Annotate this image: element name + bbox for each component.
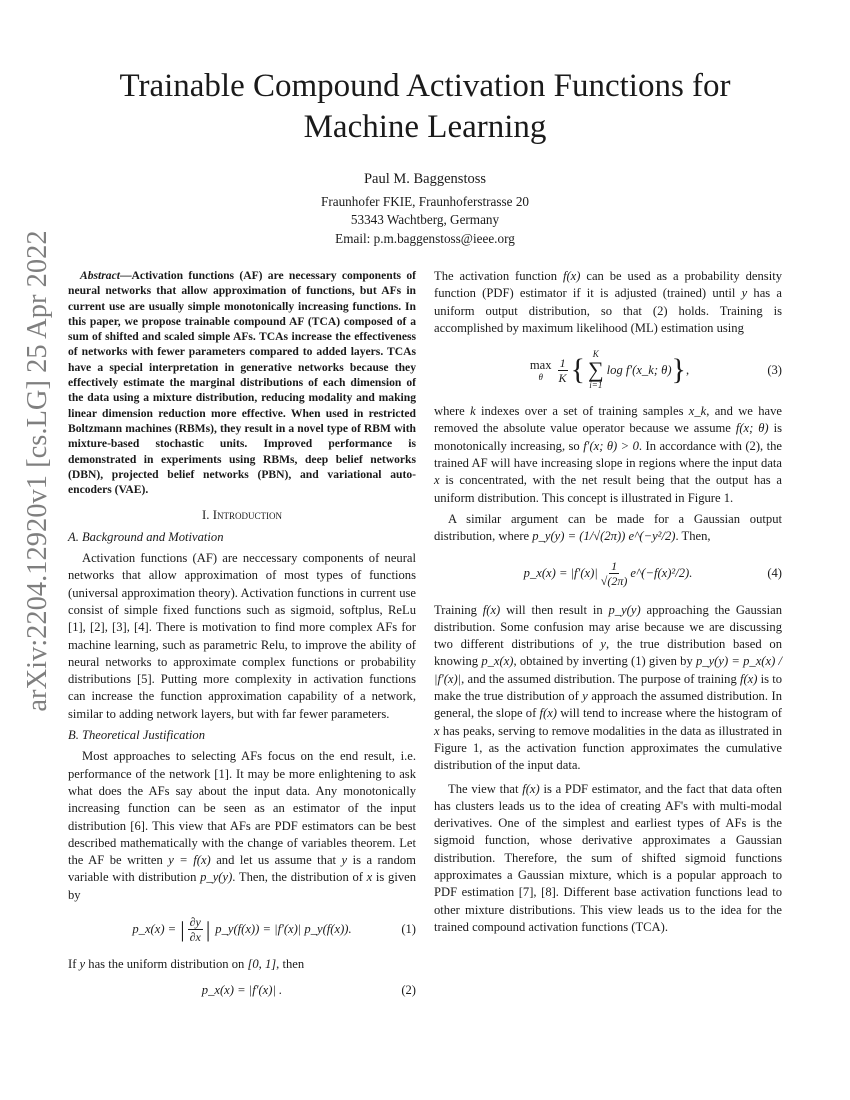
author-block [225,170,625,248]
author-city: 53343 Wachtberg, Germany [350,212,500,227]
paper-title: Trainable Compound Activation Functions for Machine Learning [119,68,731,145]
abstract-label: Abstract [80,269,120,282]
right-column [434,268,782,936]
arxiv-id: arXiv:2204.12920v1 [cs.LG] 25 Apr 2022 [22,230,53,712]
equation-number-4: (4) [767,565,782,580]
eq4-fraction: $\frac{1}{√(2\pi)}$ [600,559,628,589]
section-heading-introduction: I. Introduction [202,508,282,523]
equation-number-2: (2) [401,982,416,997]
paragraph-gaussian: A similar argument can be made for a Gaussian output distribution, where p_y(y) = (1/√(2π)) e^(−y²/2). Then, [434,511,782,544]
author-affiliation: Fraunhofer FKIE, Fraunhoferstrasse 20 [320,193,530,209]
paragraph-confusion: Training f(x) will then result in p_y(y) approaching the Gaussian distribution. Some confusion may arise because we are discussing two different distributions of y, the true distribution based on knowing p_x(x), obtained by inverting (1) given by p_y(y) = p_x(x) / |f′(x)|, and the assumed distribution. The purpose of training f(x) is to make the true distribution of y approach the assumed distribution. In general, the slope of f(x) will tend to increase where the histogram of x has peaks, serving to remove modalities in the data as illustrated in Figure 1, as the activation function approximates the cumulative distribution of the input data. [434,602,783,773]
equation-3: max θ $\frac{1}{K}$ { K ∑ i=1 log f′(x_k; θ) } , (3) [529,349,782,391]
abstract [68,268,416,497]
paragraph-uniform: If y has the uniform distribution on [0, 1], then [68,956,305,971]
eq3-fraction: $\frac{1}{K}$ [558,355,567,385]
abstract-body: —Activation functions (AF) are necessary components of neural networks that allow approximation of functions, but AFs in current use are usually simple monotonically increasing functions. In this paper, we propose trainable compound AF (TCA) composed of a sum of shifted and scaled simple AFs. TCAs increase the effectiveness of networks with fewer parameters compared to added layers. TCAs have a special interpretation in generative networks because they effectively estimate the marginal distributions of each dimension of the data using a mixture distribution, reducing modality and making linear dimension reduction more effective. When used in restricted Boltzmann machines (RBMs), they result in a novel type of RBM with mixture-based stochastic units. Improved performance is demonstrated in experiments using RBMs, deep belief networks (DBN), projected belief networks (PBN), and variational auto-encoders (VAE). [68,269,416,497]
equation-4 [434,546,782,602]
paragraph-training-samples: where k indexes over a set of training samples x_k, and we have removed the absolute value operator because we assume f(x; θ) is monotonically increasing, so f′(x; θ) > 0. In accordance with (2), the trained AF will have increasing slope in regions where the input data x is concentrated, with the net result being that the output has a uniform distribution. This concept is illustrated in Figure 1. [434,404,782,505]
paragraph-pdf-estimator: The activation function f(x) can be used as a probability density function (PDF) estimator if it is adjusted (trained) until y has a uniform output distribution, so that (2) holds. Training is accomplished by maximum likelihood (ML) estimation using [434,269,782,335]
eq1-fraction: $\frac{\partial y}{\partial x}$ [189,915,201,945]
eq1-rhs: p_y(f(x)) = |f′(x)| p_y(f(x)). [215,922,352,937]
author-name: Paul M. Baggenstoss [363,171,487,187]
paragraph-theory: Most approaches to selecting AFs focus on the end result, i.e. performance of the network [1]. It may be more enlightening to ask what does the AFs say about the input data. Any monotonically increasing function can be seen as an estimator of the input distribution [6]. This view that AFs are PDF estimators can be best described mathematically with the change of variables theorem. Let the AF be written y = f(x) and let us assume that y is a random variable with distribution p_y(y). Then, the distribution of x is given by [68,749,416,902]
equation-2 [68,973,416,1007]
equation-number-1: (1) [401,922,416,937]
eq1-lhs: p_x(x) = [132,922,177,937]
eq4-exp: e^(−f(x)²/2). [630,565,693,580]
eq3-sum: K ∑ i=1 [587,349,604,391]
eq3-max: max θ [529,357,552,382]
arxiv-watermark [16,230,60,712]
left-column [68,268,416,1007]
paragraph-multimodal: The view that f(x) is a PDF estimator, and the fact that data often has clusters leads us to the idea of creating AF's with multi-modal derivatives. One of the simplest and earliest types of AFs is the sigmoid function, whose derivative approximates a Gaussian distribution. Therefore, the sum of shifted sigmoid functions approximates a Gaussian mixture, which is a popular approach to PDF estimation [7], [8]. Different base activation functions lead to other mixture distributions. This view leads us to the idea for the trained compound activation functions (TCA). [434,781,782,934]
eq4-lhs: p_x(x) = |f′(x)| [523,565,598,580]
equation-number-3: (3) [767,362,782,377]
paragraph-background: Activation functions (AF) are neccessary components of neural networks that allow approximation of most types of functions (universal approximation theory). Activation functions in current use consist of simple fixed functions such as sigmoid, softplus, ReLu [1], [2], [3], [4]. There is motivation to find more complex AFs for machine learning, such as parametric Relu, to improve the ability of neural networks to approximate complex functions or probability distributions [5]. Putting more complexity in activation functions can increase the function approximation capability of a network, similar to adding network layers, but with far fewer parameters. [68,551,416,721]
subsection-heading-theory: B. Theoretical Justification [68,728,205,743]
author-email: Email: p.m.baggenstoss@ieee.org [335,230,515,246]
subsection-heading-background: A. Background and Motivation [68,529,224,544]
equation-1: p_x(x) = | $\frac{\partial y}{\partial x}$ | p_y(f(x)) = |f′(x)| p_y(f(x)). (1) [132,915,416,945]
eq3-term: log f′(x_k; θ) [606,362,672,377]
eq2-expr: p_x(x) = |f′(x)| . [201,982,283,997]
